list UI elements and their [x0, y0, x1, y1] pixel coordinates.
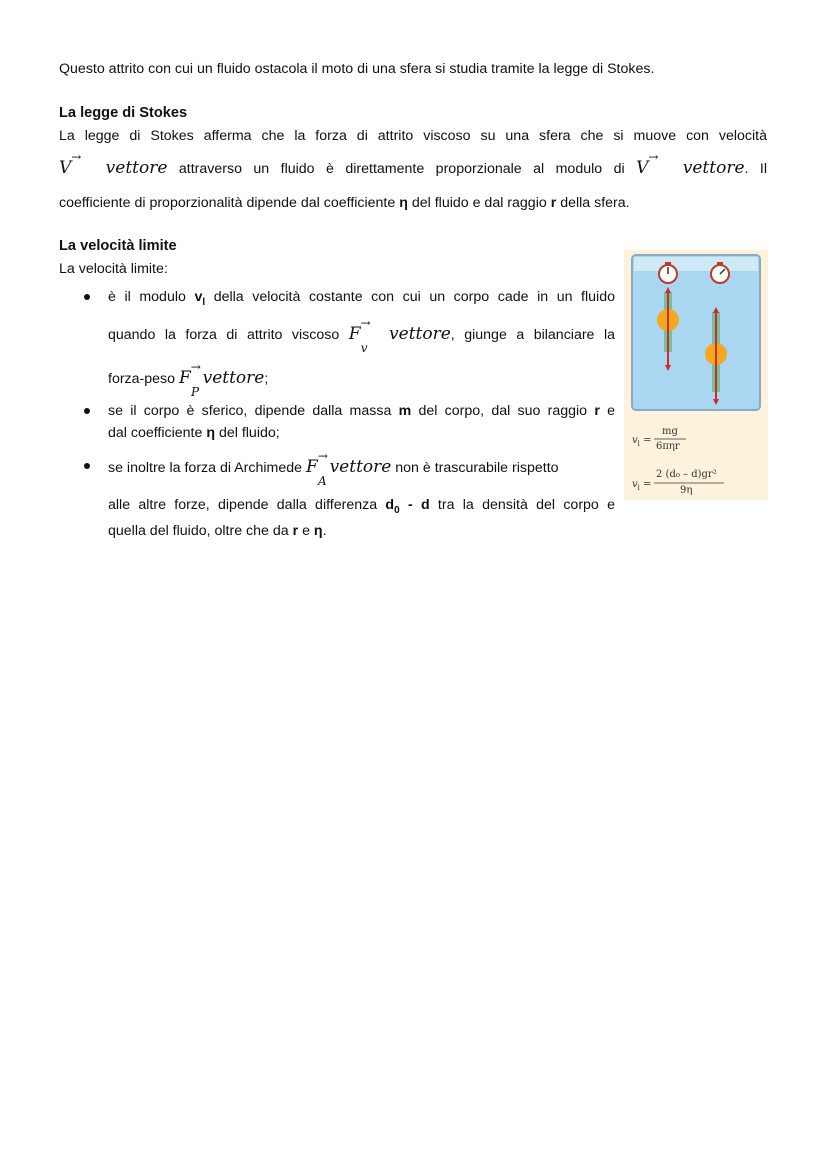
fluid-container [632, 255, 760, 410]
bullet-1-line-3: forza-peso F → P vettore; [108, 360, 269, 399]
bullet-dot [84, 463, 90, 469]
formula-2-lhs: $v_l$ = [632, 479, 652, 492]
bullet-3-line-1: se inoltre la forza di Archimede F → A vettore non è trascurabile rispetto [108, 449, 559, 488]
bullet-2-line-2: dal coefficiente η del fluido; [108, 425, 280, 441]
formula-2-denominator: 9η [680, 485, 693, 496]
bullet-1-line-1: è il modulo $v_l$ della velocità costante con cui un corpo cade in un fluido [108, 289, 615, 308]
falling-spheres-illustration [624, 250, 768, 500]
intro-paragraph: Questo attrito con cui un fluido ostacola il moto di una sfera si studia tramite la legge di Stokes. [59, 61, 655, 77]
stokes-line-3: coefficiente di proporzionalità dipende dal coefficiente η del fluido e dal raggio r della sfera. [59, 195, 630, 211]
limite-heading: La velocità limite [59, 238, 177, 254]
bullet-dot [84, 294, 90, 300]
bullet-3-line-2: alle altre forze, dipende dalla differenza $d_0$ - d tra la densità del corpo e [108, 497, 615, 516]
v-vector-symbol-2: V → [636, 150, 659, 178]
formula-2-numerator: 2 (d₀ – d)gr² [656, 469, 717, 480]
limite-lead: La velocità limite: [59, 261, 168, 277]
fa-vector: F → A [305, 449, 328, 488]
bullet-3-line-3: quella del fluido, oltre che da r e η. [108, 523, 327, 539]
stokes-line-2: V → vettore attraverso un fluido è direttamente proporzionale al modulo di V → vettore. Il [59, 150, 768, 178]
stokes-line-1: La legge di Stokes afferma che la forza di attrito viscoso su una sfera che si muove con velocità [59, 128, 767, 144]
bullet-dot [84, 408, 90, 414]
stokes-figure [624, 250, 768, 500]
bullet-2-line-1: se il corpo è sferico, dipende dalla massa m del corpo, dal suo raggio r e [108, 403, 615, 419]
v-vector-symbol: V → [59, 150, 82, 178]
stokes-heading: La legge di Stokes [59, 105, 188, 121]
formula-1-lhs: $v_l$ = [632, 435, 652, 448]
fv-vector: F → v [348, 316, 371, 355]
bullet-1-line-2: quando la forza di attrito viscoso F → v vettore, giunge a bilanciare la [108, 316, 615, 355]
fp-vector: F → P [178, 360, 201, 399]
formula-1-numerator: mg [662, 426, 678, 437]
formula-1-denominator: 6πηr [656, 441, 680, 452]
